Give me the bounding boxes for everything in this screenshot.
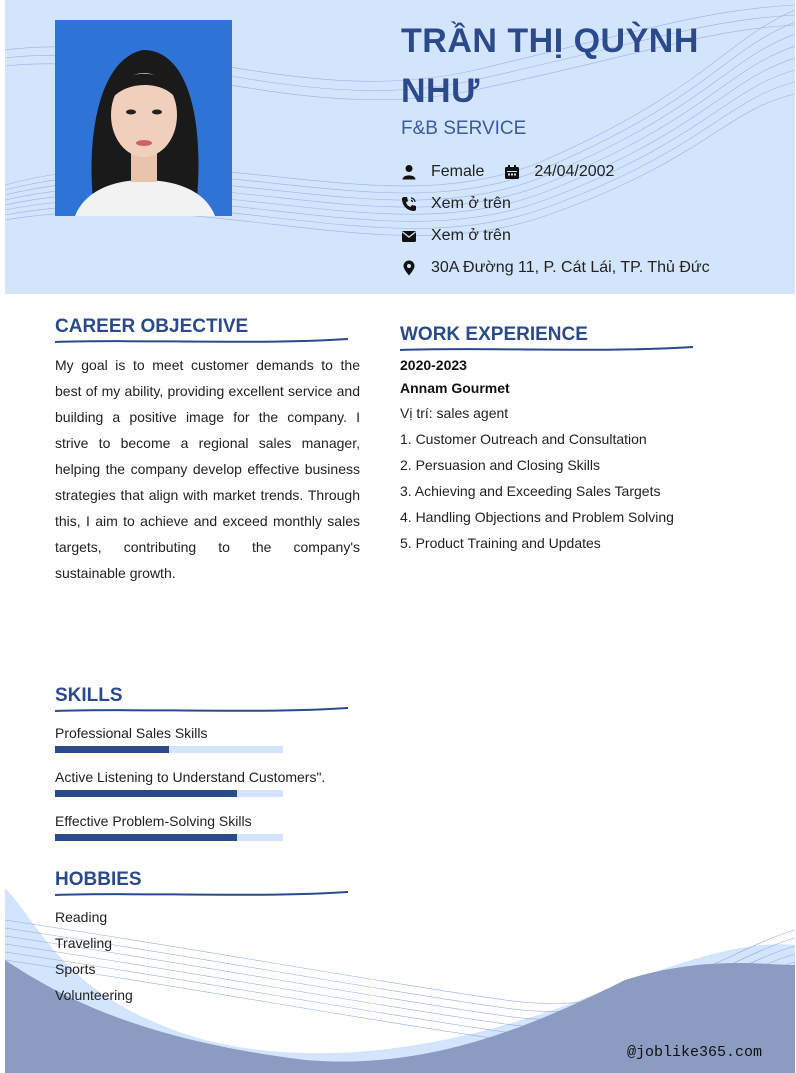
header-background [5,0,795,294]
phone-icon [401,196,417,212]
resume-page [5,0,795,1073]
skill-label: Effective Problem-Solving Skills [55,813,252,829]
experience-period: 2020-2023 [400,357,467,373]
skill-level-fill [55,746,169,753]
work-experience-title: WORK EXPERIENCE [400,324,588,345]
skills-title: SKILLS [55,685,123,706]
career-objective-title: CAREER OBJECTIVE [55,316,249,337]
address-row [401,256,710,280]
skill-label: Professional Sales Skills [55,725,208,741]
candidate-name: TRẦN THỊ QUỲNH NHƯ [401,22,699,110]
hobby-item: Traveling [55,935,113,951]
career-objective-text: My goal is to meet customer demands to the best of my ability, providing excellent service and building a positive image for the company. I strive to become a regional sales manager, helping the company develop effective business strategies that align with market trends. Through this, I aim to achieve and exceed monthly sales targets, contributing to the company's sustainable growth. [55,357,360,581]
address-value: 30A Đường 11, P. Cát Lái, TP. Thủ Đức [431,259,710,276]
job-title: F&B SERVICE [401,118,527,139]
skills-underline [55,705,350,715]
calendar-icon [504,164,520,180]
location-pin-icon [401,260,417,276]
email-value: Xem ở trên [431,227,511,244]
phone-value: Xem ở trên [431,195,511,212]
experience-item: 3. Achieving and Exceeding Sales Targets [400,483,661,499]
profile-photo [55,20,232,216]
skill-level-fill [55,790,237,797]
watermark-text: @joblike365.com [627,1044,763,1061]
experience-item: 2. Persuasion and Closing Skills [400,457,600,473]
skill-level-fill [55,834,237,841]
phone-row [401,192,511,216]
gender-row [401,160,614,184]
hobbies-underline [55,889,350,899]
work-experience-underline [400,344,695,354]
experience-company: Annam Gourmet [400,380,510,396]
career-objective-underline [55,336,350,346]
experience-position: Vị trí: sales agent [400,405,509,421]
email-row [401,224,511,248]
birthdate-value: 24/04/2002 [534,163,615,180]
gender-value: Female [431,163,485,180]
person-icon [401,164,417,180]
envelope-icon [401,228,417,244]
hobbies-title: HOBBIES [55,869,142,890]
skill-level-bar [55,834,283,841]
skill-level-bar [55,746,283,753]
experience-item: 5. Product Training and Updates [400,535,601,551]
experience-item: 1. Customer Outreach and Consultation [400,431,647,447]
skill-level-bar [55,790,283,797]
hobby-item: Sports [55,961,96,977]
experience-item: 4. Handling Objections and Problem Solving [400,509,674,525]
hobby-item: Reading [55,909,108,925]
skill-label: Active Listening to Understand Customers". [55,769,326,785]
hobby-item: Volunteering [55,987,133,1003]
